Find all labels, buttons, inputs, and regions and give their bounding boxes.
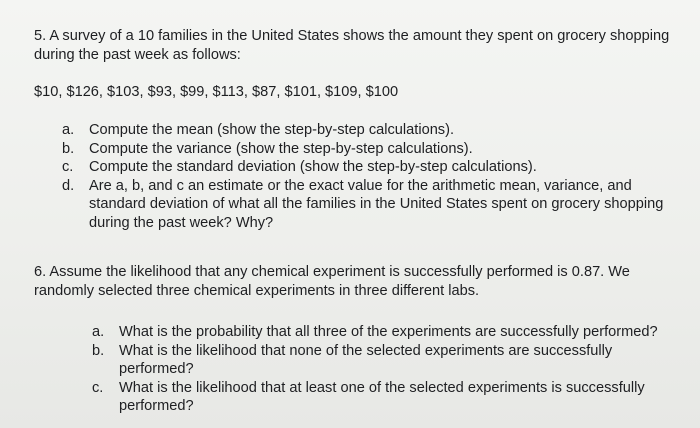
list-item-text: Compute the mean (show the step-by-step calculations).: [89, 122, 455, 138]
list-item-text: Are a, b, and c an estimate or the exact value for the arithmetic mean, variance, and standard deviation of what all the families in the United States spent on grocery shopping during the past week? Why?: [89, 177, 664, 231]
question-5-parts: [62, 121, 672, 232]
list-item: [62, 158, 672, 177]
list-item: [92, 379, 682, 416]
question-6-parts: [92, 323, 682, 416]
list-marker: a.: [92, 324, 105, 340]
list-marker: b.: [92, 342, 105, 359]
question-5-values: $10, $126, $103, $93, $99, $113, $87, $101, $109, $100: [34, 84, 399, 100]
list-item: [62, 140, 672, 159]
list-item-text: Compute the variance (show the step-by-step calculations).: [89, 140, 473, 157]
list-marker: c.: [62, 159, 74, 175]
list-item-text: What is the likelihood that none of the selected experiments are successfully performed?: [119, 342, 613, 377]
list-marker: c.: [92, 379, 104, 396]
list-item: [92, 342, 682, 379]
list-item-text: Compute the standard deviation (show the step-by-step calculations).: [89, 159, 537, 175]
list-marker: a.: [62, 122, 75, 138]
list-marker: d.: [62, 177, 75, 194]
list-item: [92, 323, 682, 342]
list-item: [62, 121, 672, 140]
question-5-text: 5. A survey of a 10 families in the United States shows the amount they spent on grocery shopping during the past week as follows:: [34, 28, 670, 63]
list-item-text: What is the probability that all three of the experiments are successfully performed?: [119, 324, 658, 340]
list-item-text: What is the likelihood that at least one of the selected experiments is successfully performed?: [119, 379, 645, 414]
question-6-text: 6. Assume the likelihood that any chemical experiment is successfully performed is 0.87. We randomly selected three chemical experiments in three different labs.: [34, 264, 630, 299]
list-item: [62, 177, 672, 233]
list-marker: b.: [62, 140, 75, 157]
